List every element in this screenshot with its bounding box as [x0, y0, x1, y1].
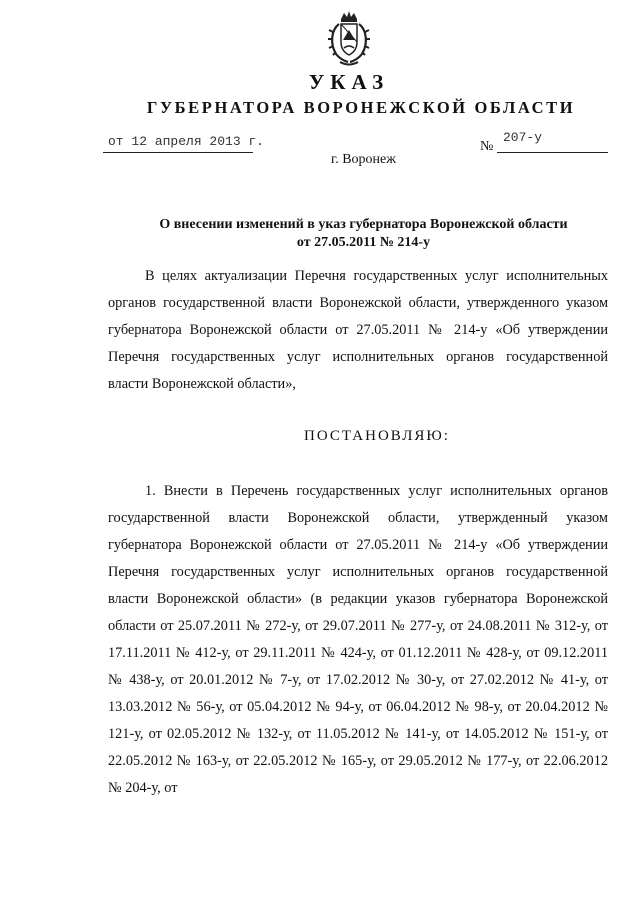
item-1-paragraph: 1. Внести в Перечень государственных услуг исполнительных органов государственной власти Воронежской области, утвержденный указом губернатора Воронежской области от 27.05.2011 № 214-у «Об утверждении Перечня государственных услуг исполнительных органов государственной власти Воронежской области» (в редакции указов губернатора Воронежской области от 25.07.2011 № 272-у, от 29.07.2011 № 277-у, от 24.08.2011 № 312-у, от 17.11.2011 № 412-у, от 29.11.2011 № 424-у, от 01.12.2011 № 428-у, от 09.12.2011 № 438-у, от 20.01.2012 № 7-у, от 17.02.2012 № 30-у, от 27.02.2012 № 41-у, от 13.03.2012 № 56-у, от 05.04.2012 № 94-у, от 06.04.2012 № 98-у, от 20.04.2012 № 121-у, от 02.05.2012 № 132-у, от 11.05.2012 № 141-у, от 14.05.2012 № 151-у, от 22.05.2012 № 163-у, от 22.05.2012 № 165-у, от 29.05.2012 № 177-у, от 22.06.2012 № 204-у, от [108, 483, 608, 796]
number-prefix: № [480, 139, 494, 154]
document-subtitle: ГУБЕРНАТОРА ВОРОНЕЖСКОЙ ОБЛАСТИ [146, 98, 576, 117]
document-subject [0, 216, 640, 252]
decree-heading: ПОСТАНОВЛЯЮ: [304, 428, 450, 444]
subject-line-1: О внесении изменений в указ губернатора Воронежской области [159, 217, 568, 232]
subject-line-2: от 27.05.2011 № 214-у [296, 235, 431, 250]
coat-of-arms-emblem [326, 10, 372, 68]
document-date [108, 134, 264, 149]
preamble-paragraph: В целях актуализации Перечня государственных услуг исполнительных органов государственной власти Воронежской области, утвержденного указом губернатора Воронежской области от 27.05.2011 № 214-у «Об утверждении Перечня государственных услуг исполнительных органов государственной власти Воронежской области», [108, 268, 608, 392]
date-prefix: от [108, 134, 124, 149]
document-title: УКАЗ [308, 70, 390, 94]
date-value: 12 апреля 2013 г. [131, 134, 265, 149]
city: г. Воронеж [331, 152, 396, 167]
document-number: 207-у [503, 130, 543, 145]
